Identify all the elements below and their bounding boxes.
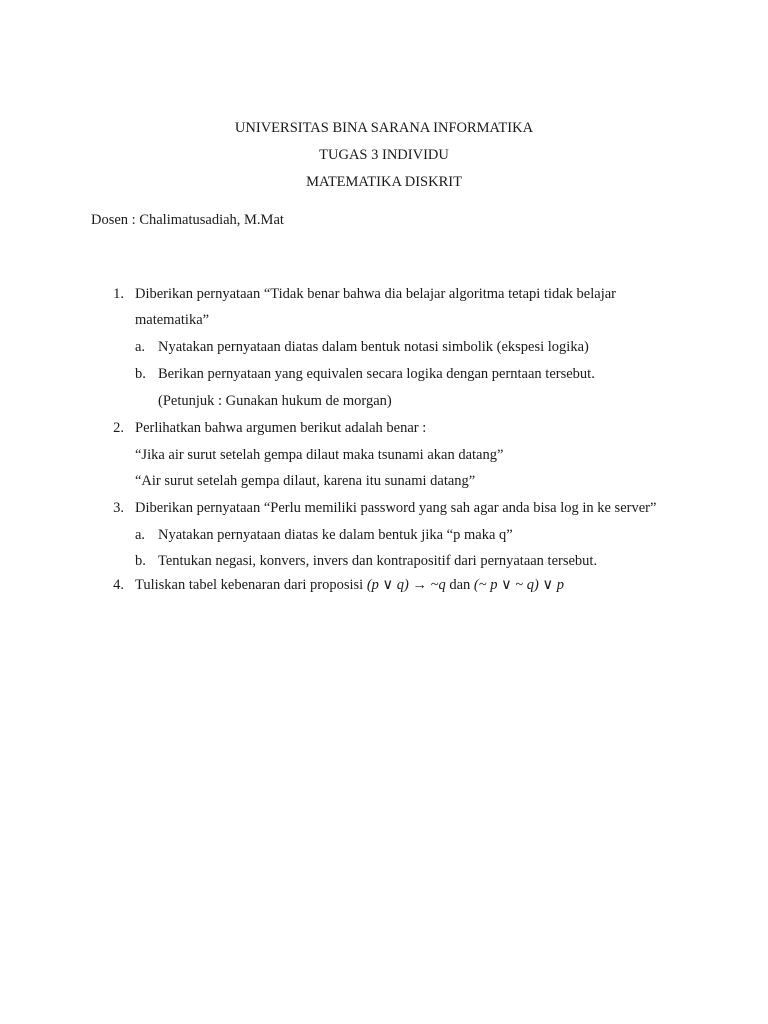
question-2-line-2: “Jika air surut setelah gempa dilaut maka tsunami akan datang” (135, 447, 504, 463)
university-title: UNIVERSITAS BINA SARANA INFORMATIKA (234, 120, 534, 136)
question-3b-text: Tentukan negasi, konvers, invers dan kontrapositif dari pernyataan tersebut. (158, 553, 598, 569)
question-1b-text: Berikan pernyataan yang equivalen secara logika dengan perntaan tersebut. (158, 366, 595, 382)
question-4-formula-2: (~ p ∨ ~ q) ∨ p (473, 577, 564, 593)
question-1b-note: (Petunjuk : Gunakan hukum de morgan) (158, 393, 392, 409)
course-title: MATEMATIKA DISKRIT (306, 174, 462, 190)
question-4-connector: dan (445, 577, 474, 593)
question-3-number: 3. (113, 500, 124, 516)
question-1-number: 1. (113, 286, 124, 302)
question-1a-text: Nyatakan pernyataan diatas dalam bentuk notasi simbolik (ekspesi logika) (158, 339, 589, 355)
question-1a-label: a. (135, 339, 146, 355)
question-1-line-1: Diberikan pernyataan “Tidak benar bahwa dia belajar algoritma tetapi tidak belajar (135, 286, 616, 302)
question-4-line (135, 576, 564, 594)
question-2-number: 2. (113, 420, 124, 436)
question-2-line-3: “Air surut setelah gempa dilaut, karena itu sunami datang” (135, 473, 476, 489)
question-4-prefix: Tuliskan tabel kebenaran dari proposisi (135, 577, 367, 593)
question-4-formula-1: (p ∨ q) → ~q (366, 577, 446, 593)
lecturer-line: Dosen : Chalimatusadiah, M.Mat (91, 212, 284, 228)
question-3a-label: a. (135, 527, 146, 543)
question-4-number: 4. (113, 577, 124, 593)
assignment-title: TUGAS 3 INDIVIDU (319, 147, 449, 163)
question-3a-text: Nyatakan pernyataan diatas ke dalam bentuk jika “p maka q” (158, 527, 513, 543)
question-3b-label: b. (135, 553, 146, 569)
question-1b-label: b. (135, 366, 146, 382)
question-3-line-1: Diberikan pernyataan “Perlu memiliki password yang sah agar anda bisa log in ke server” (135, 500, 657, 516)
question-1-line-2: matematika” (135, 312, 210, 328)
question-2-line-1: Perlihatkan bahwa argumen berikut adalah benar : (135, 420, 427, 436)
